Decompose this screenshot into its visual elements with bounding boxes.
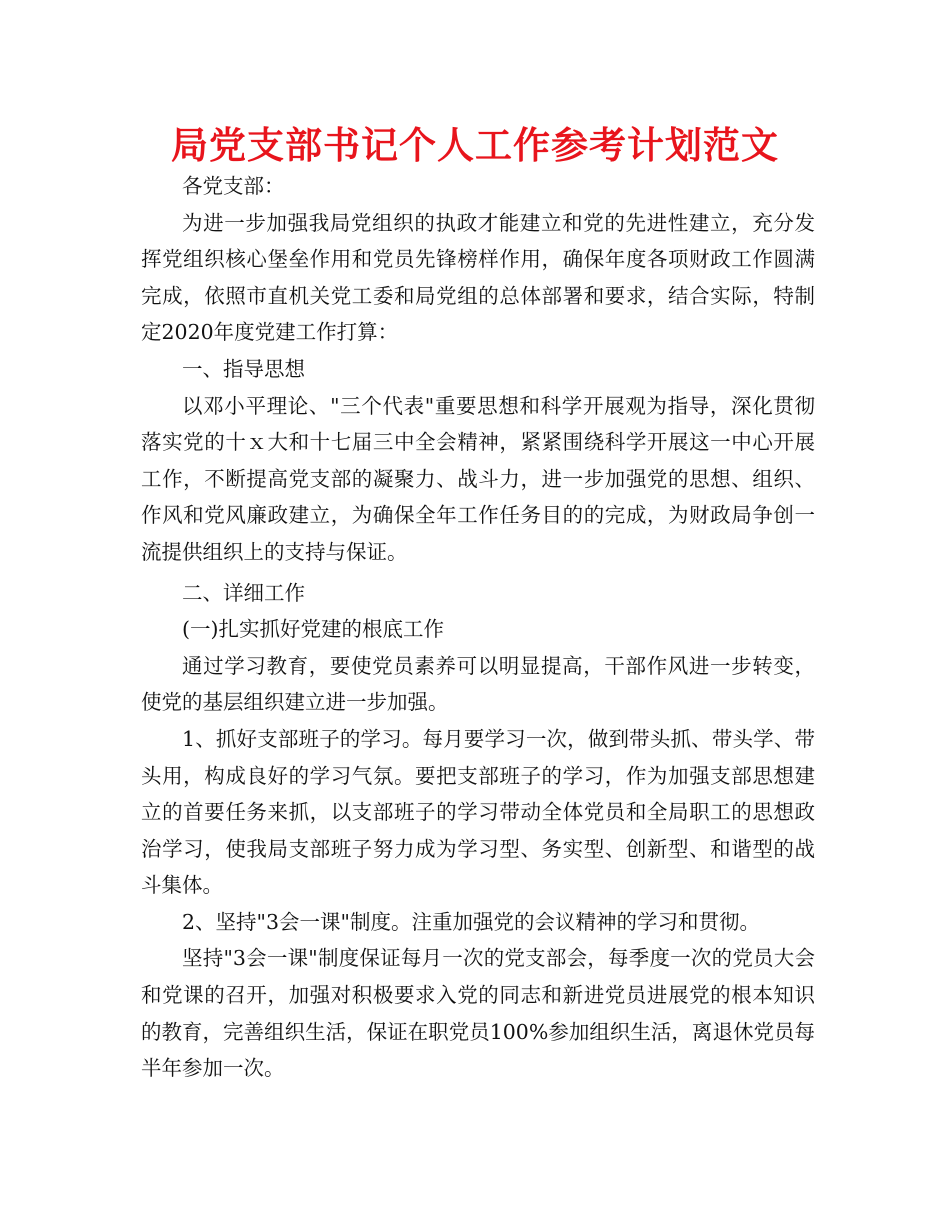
paragraph-guiding-ideology: 以邓小平理论、"三个代表"重要思想和科学开展观为指导，深化贯彻落实党的十ｘ大和十七届三中全会精神，紧紧围绕科学开展这一中心开展工作，不断提高党支部的凝聚力、战斗力，进一步加强党的思想、组织、作风和党风廉政建立，为确保全年工作任务目的的完成，为财政局争创一流提供组织上的支持与保证。 bbox=[141, 393, 815, 564]
salutation: 各党支部： bbox=[182, 174, 285, 198]
document-body bbox=[141, 168, 815, 1087]
paragraph-study-education: 通过学习教育，要使党员素养可以明显提高，干部作风进一步转变，使党的基层组织建立进一步加强。 bbox=[141, 653, 815, 715]
section-heading-guiding-ideology: 一、指导思想 bbox=[182, 356, 305, 381]
subsection-heading-foundation-work: (一)扎实抓好党建的根底工作 bbox=[182, 617, 444, 642]
paragraph-item-2: 2、坚持"3会一课"制度。注重加强党的会议精神的学习和贯彻。 bbox=[182, 909, 760, 934]
paragraph-intro: 为进一步加强我局党组织的执政才能建立和党的先进性建立，充分发挥党组织核心堡垒作用和党员先锋榜样作用，确保年度各项财政工作圆满完成，依照市直机关党工委和局党组的总体部署和要求，结合实际，特制定2020年度党建工作打算： bbox=[141, 210, 815, 345]
document-title: 局党支部书记个人工作参考计划范文 bbox=[171, 124, 779, 167]
section-heading-detailed-work: 二、详细工作 bbox=[182, 580, 305, 605]
paragraph-meeting-system: 坚持"3会一课"制度保证每月一次的党支部会，每季度一次的党员大会和党课的召开，加强对积极要求入党的同志和新进党员进展党的根本知识的教育，完善组织生活，保证在职党员100%参加组织生活，离退休党员每半年参加一次。 bbox=[141, 946, 815, 1081]
paragraph-item-1: 1、抓好支部班子的学习。每月要学习一次，做到带头抓、带头学、带头用，构成良好的学习气氛。要把支部班子的学习，作为加强支部思想建立的首要任务来抓，以支部班子的学习带动全体党员和全局职工的思想政治学习，使我局支部班子努力成为学习型、务实型、创新型、和谐型的战斗集体。 bbox=[141, 726, 815, 898]
